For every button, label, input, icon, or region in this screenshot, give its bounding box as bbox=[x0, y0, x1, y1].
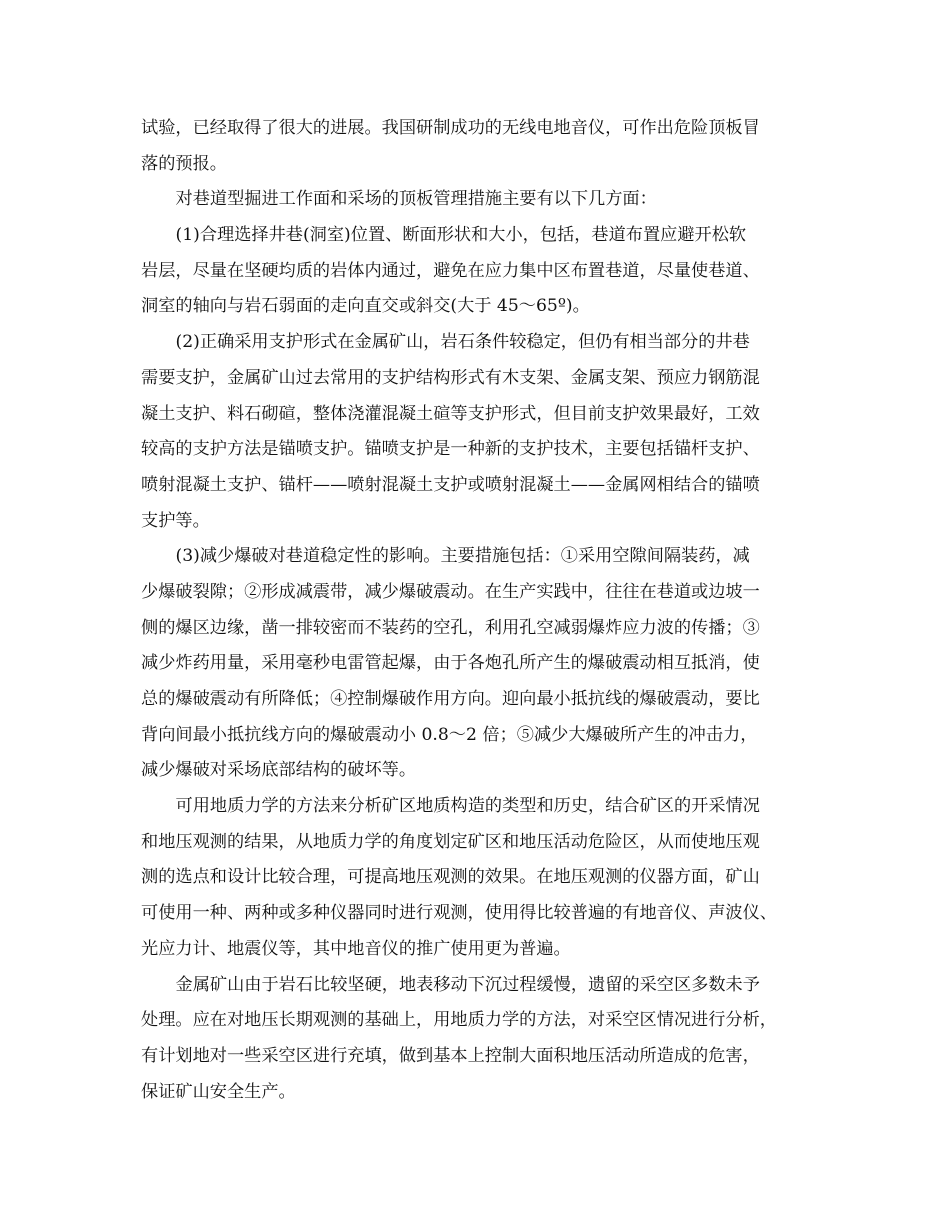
text-line: 减少爆破对采场底部结构的破坏等。 bbox=[141, 760, 417, 781]
text-line: 光应力计、地震仪等，其中地音仪的推广使用更为普遍。 bbox=[141, 938, 571, 959]
text-line: 金属矿山由于岩石比较坚硬，地表移动下沉过程缓慢，遗留的采空区多数未予 bbox=[175, 974, 760, 995]
text-line: 背向间最小抵抗线方向的爆破震动小 0.8～2 倍；⑤减少大爆破所产生的冲击力， bbox=[141, 724, 758, 745]
text-line: 和地压观测的结果，从地质力学的角度划定矿区和地压活动危险区，从而使地压观 bbox=[141, 831, 760, 852]
text-line: 洞室的轴向与岩石弱面的走向直交或斜交(大于 45～65º)。 bbox=[141, 296, 590, 317]
text-line: 岩层，尽量在坚硬均质的岩体内通过，避免在应力集中区布置巷道，尽量使巷道、 bbox=[141, 260, 760, 281]
text-line: 对巷道型掘进工作面和采场的顶板管理措施主要有以下几方面： bbox=[175, 189, 657, 210]
text-line: 有计划地对一些采空区进行充填，做到基本上控制大面积地压活动所造成的危害， bbox=[141, 1045, 760, 1066]
text-line: 较高的支护方法是锚喷支护。锚喷支护是一种新的支护技术，主要包括锚杆支护、 bbox=[141, 439, 760, 460]
document-body bbox=[141, 111, 823, 1110]
text-line: 落的预报。 bbox=[141, 153, 227, 174]
text-line: 测的选点和设计比较合理，可提高地压观测的效果。在地压观测的仪器方面，矿山 bbox=[141, 867, 760, 888]
text-line: 可使用一种、两种或多种仪器同时进行观测，使用得比较普遍的有地音仪、声波仪、 bbox=[141, 903, 777, 924]
text-line: (3)减少爆破对巷道稳定性的影响。主要措施包括：①采用空隙间隔装药，减 bbox=[175, 546, 750, 567]
text-line: 少爆破裂隙；②形成减震带，减少爆破震动。在生产实践中，往往在巷道或边坡一 bbox=[141, 581, 760, 602]
text-line: (1)合理选择井巷(洞室)位置、断面形状和大小，包括，巷道布置应避开松软 bbox=[175, 225, 747, 246]
text-line: 保证矿山安全生产。 bbox=[141, 1081, 296, 1102]
text-line: 可用地质力学的方法来分析矿区地质构造的类型和历史，结合矿区的开采情况 bbox=[175, 796, 760, 817]
text-line: 减少炸药用量，采用毫秒电雷管起爆，由于各炮孔所产生的爆破震动相互抵消，使 bbox=[141, 653, 760, 674]
text-line: 凝土支护、料石砌碹，整体浇灌混凝土碹等支护形式，但目前支护效果最好，工效 bbox=[141, 403, 760, 424]
text-line: 需要支护，金属矿山过去常用的支护结构形式有木支架、金属支架、预应力钢筋混 bbox=[141, 367, 760, 388]
text-line: 支护等。 bbox=[141, 510, 210, 531]
text-line: 试验，已经取得了很大的进展。我国研制成功的无线电地音仪，可作出危险顶板冒 bbox=[141, 118, 760, 138]
text-line: 处理。应在对地压长期观测的基础上，用地质力学的方法，对采空区情况进行分析， bbox=[141, 1010, 777, 1031]
text-line: 总的爆破震动有所降低；④控制爆破作用方向。迎向最小抵抗线的爆破震动，要比 bbox=[141, 689, 760, 709]
text-line: 喷射混凝土支护、锚杆——喷射混凝土支护或喷射混凝土——金属网相结合的锚喷 bbox=[141, 474, 760, 495]
text-line: 侧的爆区边缘，凿一排较密而不装药的空孔，利用孔空减弱爆炸应力波的传播；③ bbox=[141, 617, 760, 638]
text-line: (2)正确采用支护形式在金属矿山，岩石条件较稳定，但仍有相当部分的井巷 bbox=[175, 332, 750, 353]
